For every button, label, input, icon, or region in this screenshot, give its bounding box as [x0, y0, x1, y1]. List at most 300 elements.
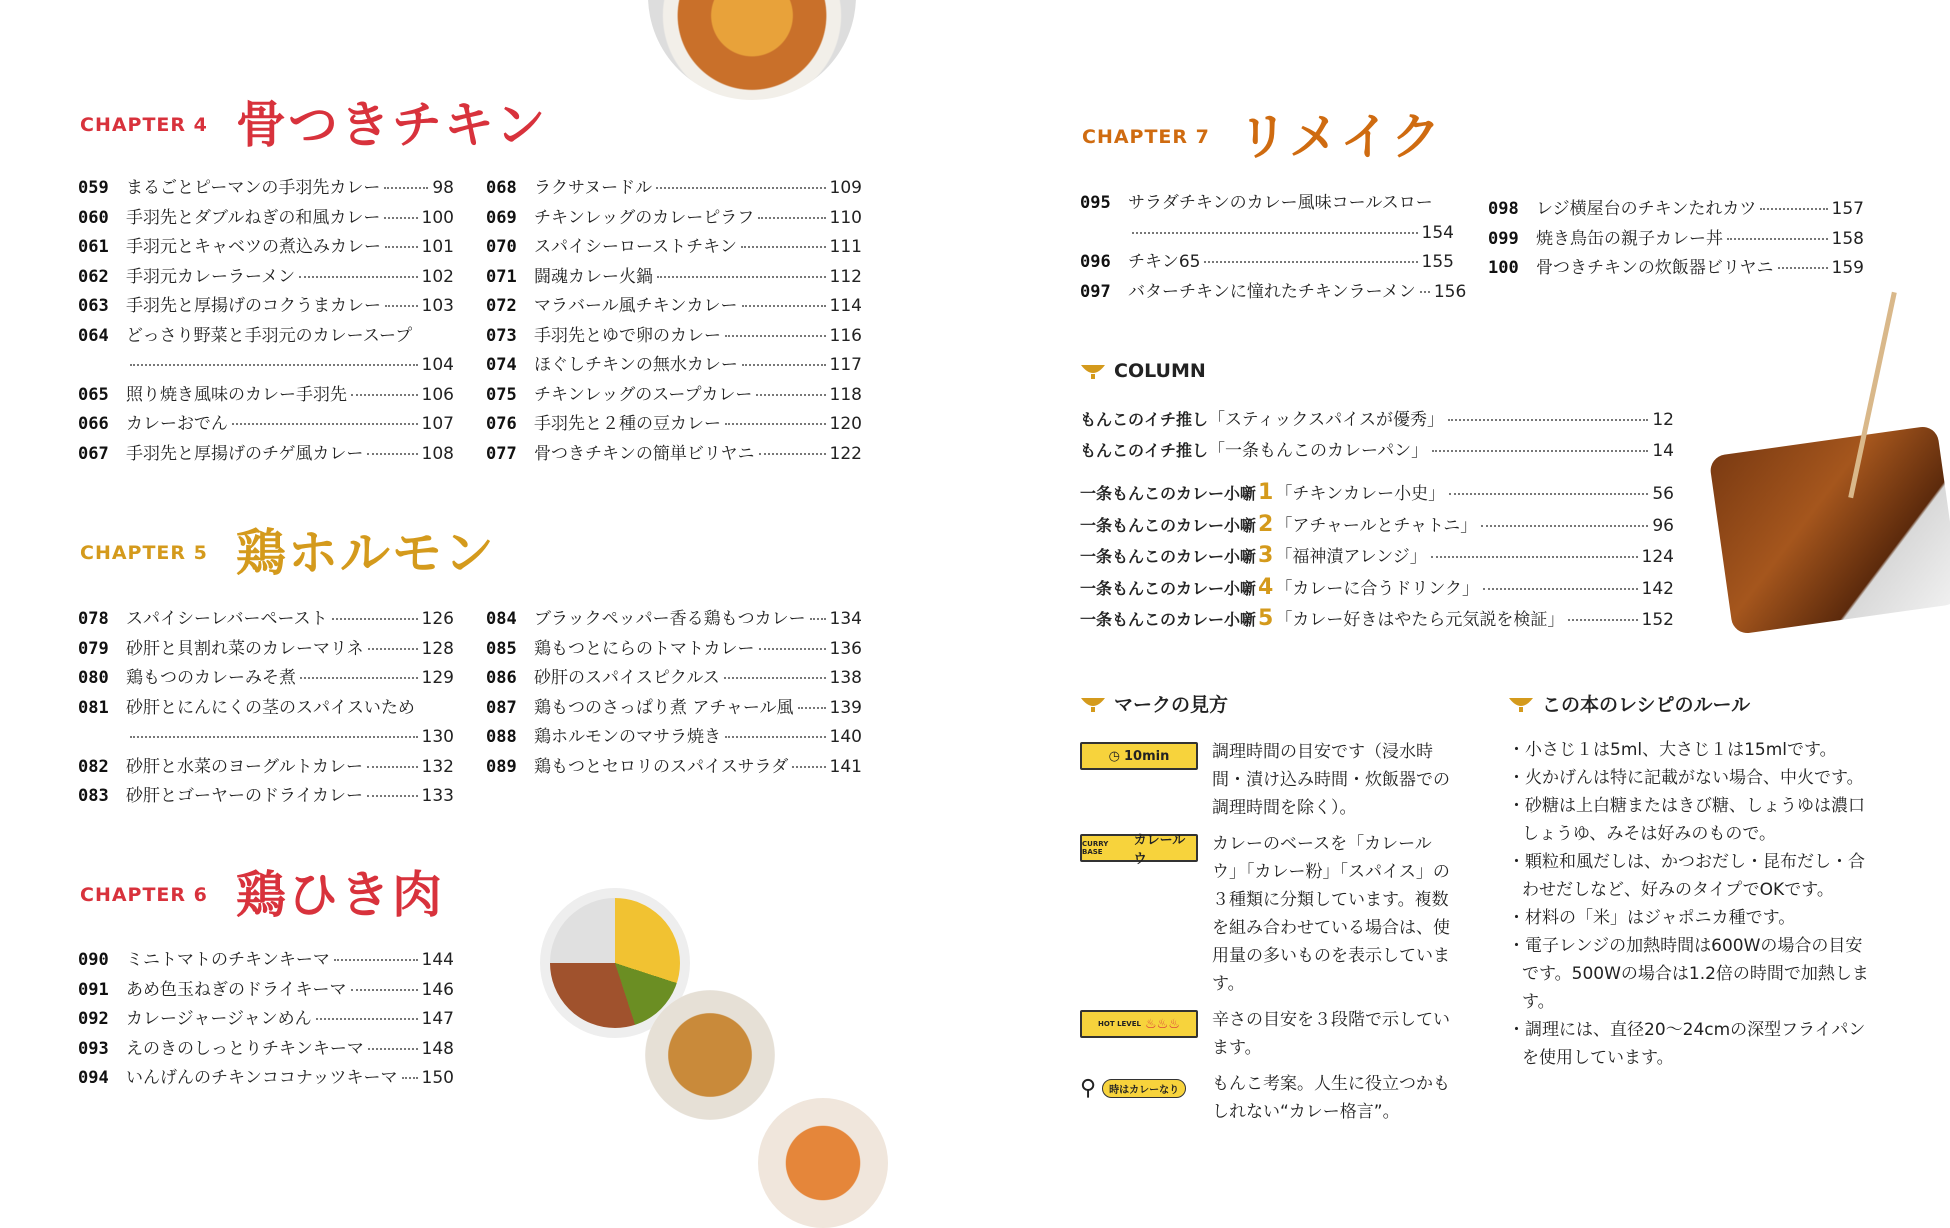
- toc-entry: [78, 1064, 454, 1094]
- page-number: 100: [421, 207, 454, 228]
- page-number: 133: [421, 786, 454, 806]
- recipe-number: 100: [1488, 258, 1519, 278]
- curry-base-badge: CURRY BASE カレールウ: [1080, 834, 1198, 862]
- chapter-title: 鶏ひき肉: [235, 866, 444, 924]
- page-number: 110: [829, 207, 862, 228]
- rice-dish-photo: [645, 990, 775, 1120]
- leader-dots: [1420, 291, 1430, 293]
- leader-dots: [332, 618, 418, 620]
- toc-list: [486, 174, 862, 469]
- rules-list: [1508, 736, 1878, 1072]
- toc-entry: [486, 694, 862, 724]
- recipe-number: 086: [486, 668, 517, 688]
- leader-dots: [1204, 261, 1417, 263]
- recipe-title: 鶏もつとにらのトマトカレー: [534, 638, 755, 659]
- leader-dots: [402, 1077, 418, 1079]
- column-series: 一条もんこのカレー小噺: [1080, 515, 1257, 535]
- maxim-badge: ⚲ 時はカレーなり: [1080, 1074, 1198, 1102]
- page-number: 141: [829, 756, 862, 777]
- recipe-number: 078: [78, 609, 109, 629]
- recipe-number: 063: [78, 296, 109, 316]
- recipe-number: 090: [78, 950, 109, 970]
- recipe-number: 089: [486, 756, 517, 777]
- column-entry: [1080, 573, 1674, 605]
- page-number: 144: [421, 950, 454, 970]
- leader-dots: [368, 648, 418, 650]
- page-number: 124: [1641, 547, 1674, 567]
- mark-time: [1080, 738, 1452, 822]
- leader-dots: [759, 453, 826, 455]
- column-series: 一条もんこのカレー小噺: [1080, 547, 1257, 566]
- recipe-number: 084: [486, 609, 517, 629]
- page-number: 152: [1641, 610, 1674, 630]
- leader-dots: [367, 795, 418, 797]
- recipe-title: カレージャージャンめん: [126, 1009, 312, 1029]
- column-number: 1: [1258, 480, 1274, 505]
- leader-dots: [1727, 238, 1828, 240]
- page-number: 109: [829, 178, 862, 198]
- page-number: 120: [829, 414, 862, 434]
- recipe-title: いんげんのチキンココナッツキーマ: [126, 1068, 398, 1088]
- recipe-title: サラダチキンのカレー風味コールスロー: [1128, 193, 1433, 213]
- toc-entry: [1080, 278, 1467, 308]
- recipe-title: 鶏ホルモンのマサラ焼き: [534, 727, 721, 747]
- leader-dots: [810, 618, 826, 620]
- recipe-number: 095: [1080, 193, 1111, 213]
- recipe-number: 072: [486, 296, 517, 316]
- page-number: 104: [421, 355, 454, 375]
- toc-list: [78, 605, 454, 812]
- clock-icon: ◷: [1108, 748, 1120, 764]
- recipe-number: 064: [78, 325, 109, 346]
- recipe-title: 手羽元カレーラーメン: [126, 266, 296, 287]
- recipe-number: 081: [78, 697, 109, 718]
- leader-dots: [1448, 419, 1648, 421]
- mark-description: もんこ考案。人生に役立つかもしれない“カレー格言”。: [1212, 1074, 1450, 1122]
- recipe-number: 068: [486, 178, 517, 198]
- toc-list: [1080, 189, 1467, 307]
- page-number: 118: [829, 384, 862, 405]
- recipe-number: 099: [1488, 228, 1519, 249]
- page-number: 111: [829, 237, 862, 257]
- page-number: 136: [829, 638, 862, 659]
- leader-dots: [1132, 232, 1418, 234]
- recipe-title: スパイシーレバーペースト: [126, 609, 328, 629]
- recipe-title: 骨つきチキンの炊飯器ビリヤニ: [1536, 258, 1774, 278]
- leader-dots: [1449, 493, 1648, 495]
- recipe-title: 鶏もつのカレーみそ煮: [126, 668, 296, 688]
- rules-heading-text: この本のレシピのルール: [1542, 694, 1751, 716]
- mark-base: [1080, 830, 1452, 998]
- marks-heading: [1080, 690, 1228, 717]
- leader-dots: [299, 276, 417, 278]
- recipe-title: チキン65: [1128, 252, 1201, 272]
- page-number: 140: [829, 727, 862, 747]
- toc-entry: [78, 694, 454, 753]
- hot-level-badge: HOT LEVEL ♨♨♨: [1080, 1010, 1198, 1038]
- leader-dots: [798, 707, 826, 709]
- leader-dots: [130, 364, 418, 366]
- recipe-number: 074: [486, 355, 517, 375]
- toc-entry: [78, 664, 454, 694]
- column-title: 「カレーに合うドリンク」: [1275, 578, 1479, 599]
- page-number: 148: [421, 1038, 454, 1059]
- leader-dots: [657, 276, 826, 278]
- toc-entry: [78, 782, 454, 812]
- toc-entry: [1080, 248, 1454, 278]
- leader-dots: [1431, 556, 1638, 558]
- chili-icon: ♨♨♨: [1144, 1016, 1180, 1032]
- recipe-title: 手羽元とキャベツの煮込みカレー: [126, 237, 381, 257]
- recipe-number: 070: [486, 237, 517, 257]
- column-title: 「福神漬アレンジ」: [1275, 547, 1427, 567]
- toc-entry: [1488, 254, 1864, 284]
- recipe-title: ラクサヌードル: [534, 178, 653, 198]
- leader-dots: [758, 217, 825, 219]
- page-number: 102: [421, 266, 454, 287]
- rules-heading: [1508, 690, 1750, 717]
- recipe-number: 062: [78, 266, 109, 287]
- mark-maxim: [1080, 1070, 1452, 1126]
- leader-dots: [1481, 525, 1648, 527]
- page-number: 126: [421, 609, 454, 629]
- page-number: 96: [1652, 515, 1674, 536]
- toc-entry: [78, 174, 454, 204]
- toc-entry: [78, 440, 454, 470]
- column-series: 一条もんこのカレー小噺: [1080, 610, 1257, 629]
- chapter-7-heading: [1082, 108, 1443, 166]
- leader-dots: [130, 736, 418, 738]
- rule-item: ・ 調理には、直径20～24cmの深型フライパンを使用しています。: [1508, 1016, 1878, 1072]
- toc-entry: [486, 440, 862, 470]
- page-number: 122: [829, 443, 862, 464]
- leader-dots: [385, 246, 418, 248]
- recipe-number: 059: [78, 178, 109, 198]
- leader-dots: [742, 364, 826, 366]
- recipe-title: 照り焼き風味のカレー手羽先: [126, 384, 347, 405]
- page-number: 106: [421, 384, 454, 405]
- leader-dots: [756, 394, 825, 396]
- recipe-title: まるごとピーマンの手羽先カレー: [126, 178, 381, 198]
- leader-dots: [334, 959, 418, 961]
- rule-item: ・ 小さじ１は5ml、大さじ１は15mlです。: [1508, 736, 1878, 764]
- column-number: 2: [1258, 511, 1274, 537]
- page-number: 117: [829, 355, 862, 375]
- toc-list: [78, 946, 454, 1094]
- column-series: もんこのイチ推し: [1080, 440, 1209, 460]
- recipe-number: 075: [486, 384, 517, 405]
- recipe-title: 手羽先と厚揚げのコクうまカレー: [126, 296, 381, 316]
- leader-dots: [367, 766, 418, 768]
- mark-hot: [1080, 1006, 1452, 1062]
- column-recommend-list: [1080, 405, 1674, 466]
- leader-dots: [368, 1048, 418, 1050]
- toc-entry: [78, 233, 454, 263]
- toc-continuation: [1080, 219, 1454, 249]
- recipe-title: 骨つきチキンの簡単ビリヤニ: [534, 443, 755, 464]
- toc-entry: [1488, 195, 1864, 225]
- page-number: 146: [421, 979, 454, 1000]
- page-number: 14: [1652, 440, 1674, 461]
- recipe-title: 手羽先とゆで卵のカレー: [534, 325, 721, 346]
- toc-entry: [486, 233, 862, 263]
- recipe-number: 061: [78, 237, 109, 257]
- leader-dots: [1432, 450, 1648, 452]
- leader-dots: [300, 677, 418, 679]
- chapter-title: 鶏ホルモン: [235, 524, 496, 582]
- leader-dots: [725, 736, 826, 738]
- fried-chicken-tray-photo: [1709, 425, 1950, 635]
- recipe-title: レジ横屋台のチキンたれカツ: [1536, 199, 1757, 219]
- column-entry: [1080, 478, 1674, 510]
- curry-bowl-photo: [648, 0, 856, 100]
- recipe-title: 砂肝と水菜のヨーグルトカレー: [126, 756, 363, 777]
- recipe-title: 鶏もつとセロリのスパイスサラダ: [534, 756, 789, 777]
- chapter-label: CHAPTER 5: [80, 542, 208, 564]
- leader-dots: [316, 1018, 418, 1020]
- page-number: 147: [421, 1009, 454, 1029]
- column-series: 一条もんこのカレー小噺: [1080, 484, 1257, 503]
- column-heading: [1080, 360, 1206, 382]
- recipe-number: 076: [486, 414, 517, 434]
- toc-entry: [78, 946, 454, 976]
- recipe-number: 091: [78, 979, 109, 1000]
- page-number: 116: [829, 325, 862, 346]
- page-number: 134: [829, 609, 862, 629]
- leader-dots: [232, 423, 418, 425]
- recipe-number: 073: [486, 325, 517, 346]
- mark-description: 辛さの目安を３段階で示しています。: [1212, 1010, 1450, 1058]
- recipe-title: ブラックペッパー香る鶏もつカレー: [534, 609, 806, 629]
- toc-entry: [486, 263, 862, 293]
- column-title: 「カレー好きはやたら元気説を検証」: [1275, 610, 1565, 630]
- toc-entry: [1080, 189, 1454, 248]
- column-entry: [1080, 510, 1674, 542]
- curry-pot-icon: [1508, 696, 1534, 712]
- curry-pot-icon: [1080, 696, 1106, 712]
- column-number: 5: [1258, 606, 1274, 631]
- column-entry: [1080, 604, 1674, 636]
- recipe-number: 096: [1080, 252, 1111, 272]
- recipe-number: 092: [78, 1009, 109, 1029]
- column-heading-text: COLUMN: [1114, 360, 1206, 382]
- leader-dots: [385, 305, 418, 307]
- leader-dots: [1483, 588, 1638, 590]
- chapter-5-heading: [80, 524, 496, 582]
- recipe-number: 069: [486, 207, 517, 228]
- mark-description: 調理時間の目安です（浸水時間・漬け込み時間・炊飯器での調理時間を除く）。: [1212, 742, 1450, 818]
- toc-entry: [486, 410, 862, 440]
- toc-entry: [486, 753, 862, 783]
- recipe-title: 焼き鳥缶の親子カレー丼: [1536, 228, 1723, 249]
- leader-dots: [656, 187, 825, 189]
- toc-continuation: [78, 723, 454, 753]
- chapter-label: CHAPTER 6: [80, 884, 208, 906]
- recipe-number: 071: [486, 266, 517, 287]
- chapter-label: CHAPTER 4: [80, 114, 208, 136]
- spoon-icon: ⚲: [1080, 1075, 1097, 1101]
- page-number: 108: [421, 443, 454, 464]
- recipe-number: 085: [486, 638, 517, 659]
- toc-list: [1488, 195, 1864, 284]
- recipe-number: 098: [1488, 199, 1519, 219]
- page-number: 103: [421, 296, 454, 316]
- page-number: 155: [1421, 252, 1454, 272]
- leader-dots: [792, 766, 825, 768]
- toc-entry: [78, 976, 454, 1006]
- leader-dots: [724, 677, 826, 679]
- toc-list: [486, 605, 862, 782]
- recipe-title: えのきのしっとりチキンキーマ: [126, 1038, 364, 1059]
- chapter-label: CHAPTER 7: [1082, 126, 1210, 148]
- rule-item: ・ 電子レンジの加熱時間は600Wの場合の目安です。500Wの場合は1.2倍の時間で加熱します。: [1508, 932, 1878, 1016]
- toc-entry: [486, 174, 862, 204]
- leader-dots: [1778, 267, 1828, 269]
- toc-entry: [78, 410, 454, 440]
- chapter-4-heading: [80, 96, 548, 154]
- toc-entry: [486, 292, 862, 322]
- toc-entry: [486, 723, 862, 753]
- toc-entry: [486, 322, 862, 352]
- chapter-title: 骨つきチキン: [235, 96, 548, 154]
- toc-entry: [78, 292, 454, 322]
- leader-dots: [384, 217, 417, 219]
- page-number: 129: [421, 668, 454, 688]
- page-number: 107: [421, 414, 454, 434]
- recipe-title: バターチキンに憧れたチキンラーメン: [1128, 281, 1416, 302]
- column-title: 「チキンカレー小史」: [1275, 484, 1446, 504]
- column-number: 3: [1258, 543, 1274, 568]
- recipe-number: 087: [486, 697, 517, 718]
- page-number: 157: [1831, 199, 1864, 219]
- toc-entry: [1488, 225, 1864, 255]
- recipe-title: 砂肝と貝割れ菜のカレーマリネ: [126, 638, 364, 659]
- recipe-number: 097: [1080, 281, 1111, 302]
- recipe-number: 088: [486, 727, 517, 747]
- recipe-title: 鶏もつのさっぱり煮 アチャール風: [534, 697, 794, 718]
- column-essay-list: [1080, 478, 1674, 636]
- marks-heading-text: マークの見方: [1114, 694, 1229, 716]
- column-number: 4: [1258, 574, 1274, 600]
- recipe-title: 砂肝とゴーヤーのドライカレー: [126, 786, 363, 806]
- rule-item: ・ 砂糖は上白糖またはきび糖、しょうゆは濃口しょうゆ、みそは好みのもので。: [1508, 792, 1878, 848]
- leader-dots: [742, 305, 826, 307]
- toc-entry: [78, 605, 454, 635]
- column-entry: [1080, 405, 1674, 436]
- toc-entry: [78, 381, 454, 411]
- recipe-title: チキンレッグのカレーピラフ: [534, 207, 755, 228]
- recipe-number: 082: [78, 756, 109, 777]
- recipe-title: あめ色玉ねぎのドライキーマ: [126, 979, 347, 1000]
- recipe-number: 079: [78, 638, 109, 659]
- recipe-title: カレーおでん: [126, 414, 228, 434]
- column-entry: [1080, 541, 1674, 573]
- recipe-title: 砂肝とにんにくの茎のスパイスいため: [126, 697, 415, 718]
- column-series: 一条もんこのカレー小噺: [1080, 578, 1257, 598]
- page-number: 130: [421, 727, 454, 747]
- page-number: 156: [1433, 281, 1467, 302]
- page-number: 138: [829, 668, 862, 688]
- recipe-title: どっさり野菜と手羽元のカレースープ: [126, 325, 413, 346]
- chapter-title: リメイク: [1237, 108, 1443, 166]
- page-number: 128: [421, 638, 454, 659]
- toc-entry: [486, 351, 862, 381]
- leader-dots: [759, 648, 826, 650]
- toc-entry: [78, 322, 454, 381]
- column-title: 「一条もんこのカレーパン」: [1208, 440, 1429, 461]
- noodle-plate-photo: [758, 1098, 888, 1228]
- toc-entry: [78, 1035, 454, 1065]
- column-entry: [1080, 436, 1674, 467]
- recipe-title: 手羽先と厚揚げのチゲ風カレー: [126, 443, 364, 464]
- toc-entry: [78, 753, 454, 783]
- toc-entry: [486, 605, 862, 635]
- recipe-title: 手羽先とダブルねぎの和風カレー: [126, 207, 381, 228]
- toc-entry: [486, 635, 862, 665]
- leader-dots: [1760, 208, 1827, 210]
- rule-item: ・ 顆粒和風だしは、かつおだし・昆布だし・合わせだしなど、好みのタイプでOKです。: [1508, 848, 1878, 904]
- time-badge: ◷ 10min: [1080, 742, 1198, 770]
- page-number: 12: [1652, 410, 1674, 430]
- page-number: 132: [421, 756, 454, 777]
- marks-list: [1080, 738, 1452, 1126]
- rule-item: ・ 材料の「米」はジャポニカ種です。: [1508, 904, 1878, 932]
- recipe-number: 060: [78, 207, 109, 228]
- recipe-number: 080: [78, 668, 109, 688]
- page-number: 142: [1641, 578, 1674, 599]
- leader-dots: [384, 187, 428, 189]
- recipe-number: 065: [78, 384, 109, 405]
- recipe-title: ミニトマトのチキンキーマ: [126, 950, 330, 970]
- column-title: 「アチャールとチャトニ」: [1275, 515, 1478, 536]
- recipe-title: 手羽先と２種の豆カレー: [534, 414, 721, 434]
- recipe-title: ほぐしチキンの無水カレー: [534, 355, 738, 375]
- column-series: もんこのイチ推し: [1080, 410, 1209, 429]
- recipe-title: スパイシーローストチキン: [534, 237, 737, 257]
- recipe-number: 094: [78, 1068, 109, 1088]
- toc-entry: [78, 1005, 454, 1035]
- recipe-number: 067: [78, 443, 109, 464]
- page-number: 112: [829, 266, 862, 287]
- toc-entry: [78, 635, 454, 665]
- chapter-6-heading: [80, 866, 444, 924]
- leader-dots: [741, 246, 826, 248]
- rule-item: ・ 火かげんは特に記載がない場合、中火です。: [1508, 764, 1878, 792]
- leader-dots: [367, 453, 417, 455]
- leader-dots: [351, 989, 418, 991]
- toc-entry: [486, 381, 862, 411]
- recipe-title: マラバール風チキンカレー: [534, 296, 738, 316]
- column-title: 「スティックスパイスが優秀」: [1208, 410, 1444, 430]
- toc-entry: [486, 664, 862, 694]
- page-number: 98: [432, 178, 454, 198]
- page-number: 139: [829, 697, 862, 718]
- page-number: 56: [1652, 484, 1674, 504]
- toc-entry: [486, 204, 862, 234]
- recipe-title: チキンレッグのスープカレー: [534, 384, 753, 405]
- toc-continuation: [78, 351, 454, 381]
- recipe-number: 066: [78, 414, 109, 434]
- leader-dots: [725, 423, 826, 425]
- recipe-title: 闘魂カレー火鍋: [534, 266, 653, 287]
- recipe-number: 093: [78, 1038, 109, 1059]
- page-number: 154: [1421, 222, 1454, 243]
- page-number: 159: [1831, 258, 1864, 278]
- recipe-number: 083: [78, 786, 109, 806]
- leader-dots: [351, 394, 418, 396]
- toc-entry: [78, 263, 454, 293]
- toc-list: [78, 174, 454, 469]
